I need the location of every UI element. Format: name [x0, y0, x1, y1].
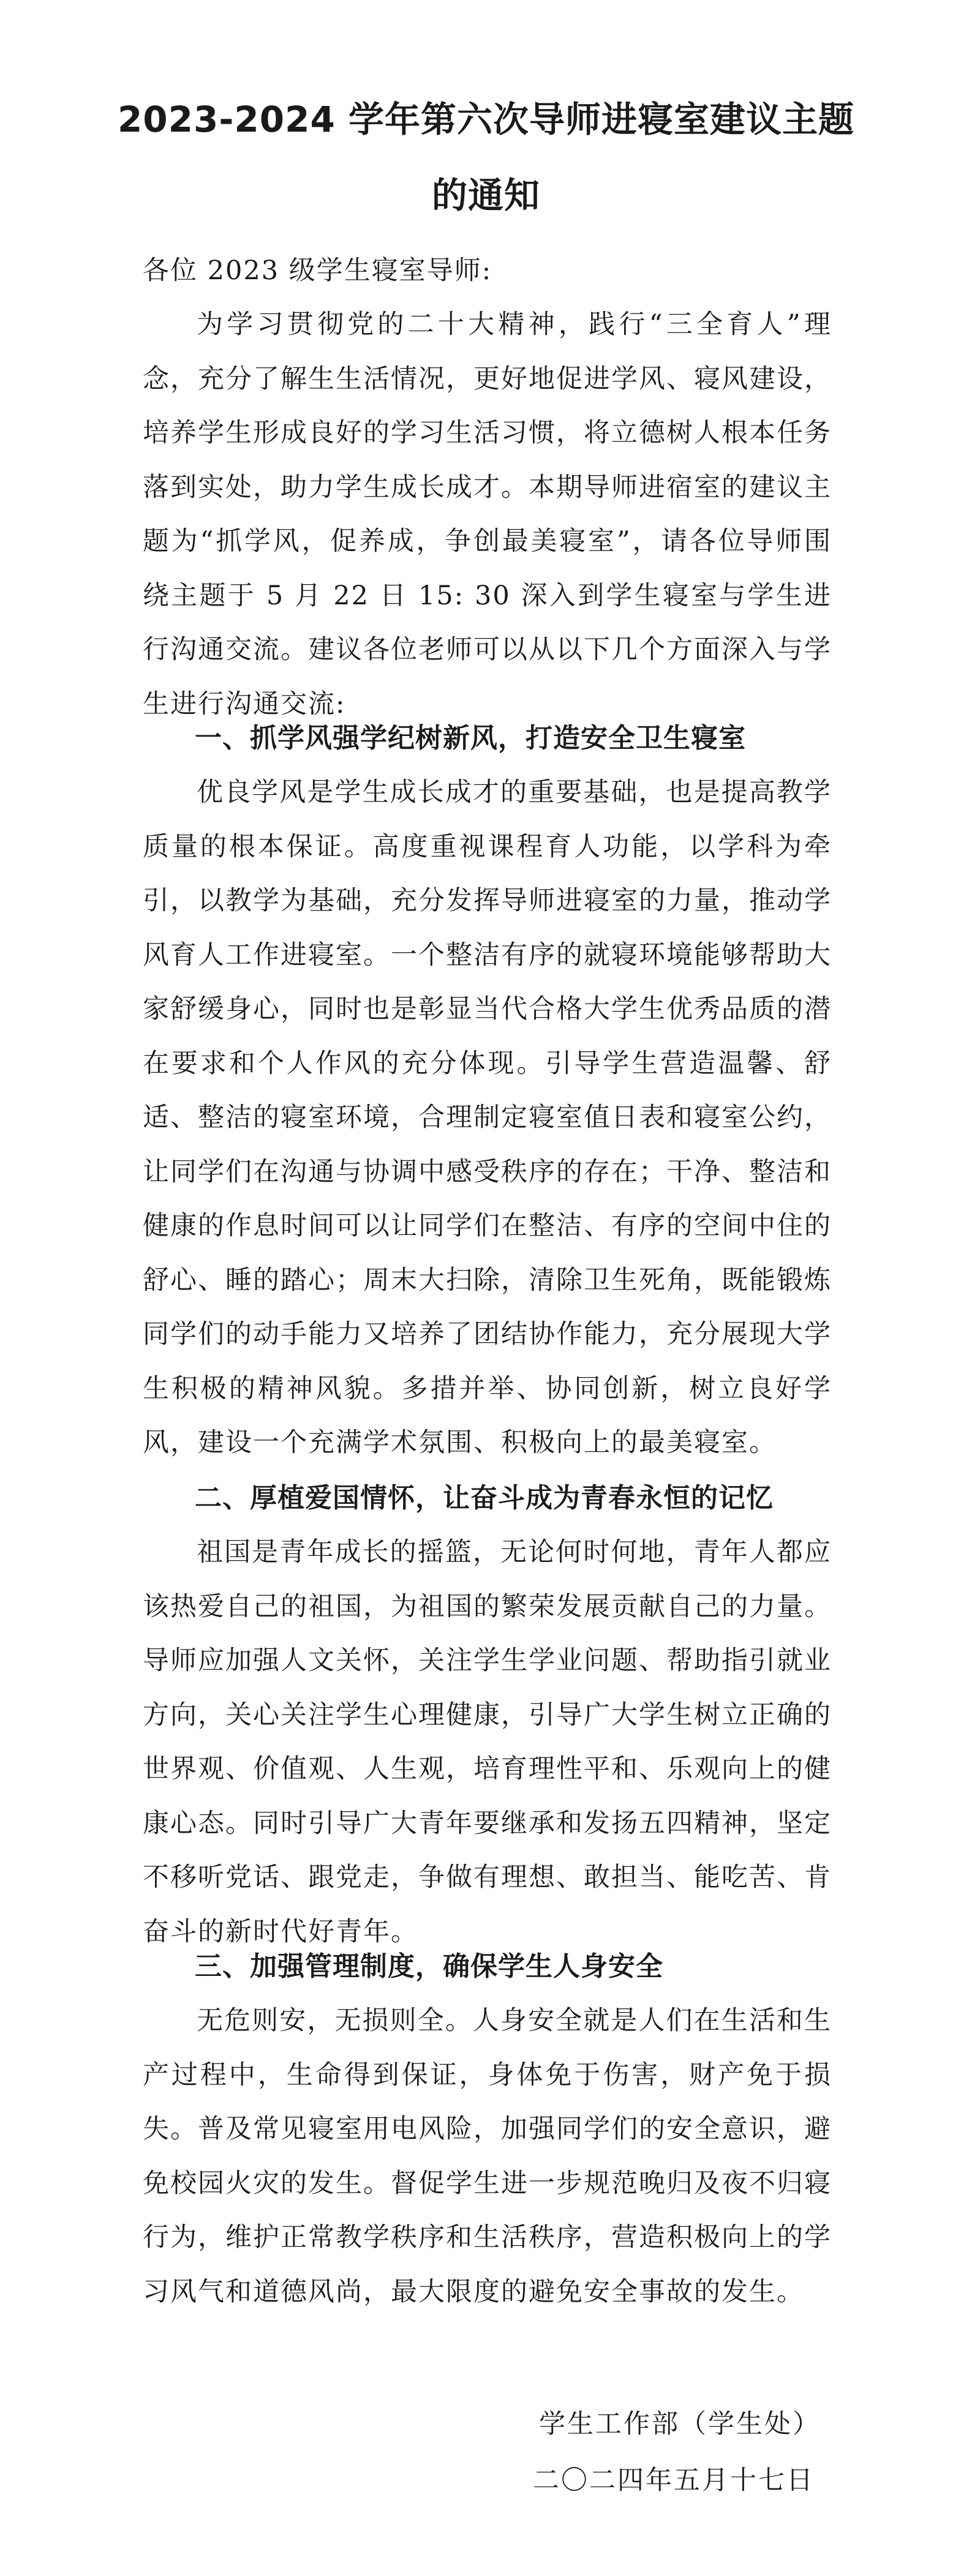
section-body-3: 无危则安，无损则全。人身安全就是人们在生活和生产过程中，生命得到保证，身体免于伤害，财产免于损失。普及常见寝室用电风险，加强同学们的安全意识，避免校园火灾的发生。督促学生进一步规范晚归及夜不归寝行为，维护正常教学秩序和生活秩序，营造积极向上的学习风气和道德风尚，最大限度的避免安全事故的发生。	[143, 2005, 832, 2307]
salutation: 各位 2023 级学生寝室导师:	[143, 255, 492, 286]
section-heading-2: 二、厚植爱国情怀，让奋斗成为青春永恒的记忆	[195, 1482, 774, 1514]
section-heading-3: 三、加强管理制度，确保学生人身安全	[195, 1951, 663, 1982]
section-body-2: 祖国是青年成长的摇篮，无论何时何地，青年人都应该热爱自己的祖国，为祖国的繁荣发展贡献自己的力量。导师应加强人文关怀，关注学生学业问题、帮助指引就业方向，关心关注学生心理健康，引导广大学生树立正确的世界观、价值观、人生观，培育理性平和、乐观向上的健康心态。同时引导广大青年要继承和发扬五四精神，坚定不移听党话、跟党走，争做有理想、敢担当、能吃苦、肯奋斗的新时代好青年。	[143, 1537, 832, 1947]
document-title-line-2: 的通知	[431, 175, 540, 216]
signature-department: 学生工作部（学生处）	[539, 2409, 821, 2439]
section-body-1: 优良学风是学生成长成才的重要基础，也是提高教学质量的根本保证。高度重视课程育人功能，以学科为牵引，以教学为基础，充分发挥导师进寝室的力量，推动学风育人工作进寝室。一个整洁有序的就寝环境能够帮助大家舒缓身心，同时也是彰显当代合格大学生优秀品质的潜在要求和个人作风的充分体现。引导学生营造温馨、舒适、整洁的寝室环境，合理制定寝室值日表和寝室公约，让同学们在沟通与协调中感受秩序的存在；干净、整洁和健康的作息时间可以让同学们在整洁、有序的空间中住的舒心、睡的踏心；周末大扫除，清除卫生死角，既能锻炼同学们的动手能力又培养了团结协作能力，充分展现大学生积极的精神风貌。多措并举、协同创新，树立良好学风，建设一个充满学术氛围、积极向上的最美寝室。	[143, 777, 832, 1458]
signature-date: 二〇二四年五月十七日	[533, 2465, 815, 2496]
intro-paragraph: 为学习贯彻党的二十大精神，践行“三全育人”理念，充分了解生生活情况，更好地促进学风、寝风建设，培养学生形成良好的学习生活习惯，将立德树人根本任务落到实处，助力学生成长成才。本期导师进宿室的建议主题为“抓学风，促养成，争创最美寝室”，请各位导师围绕主题于 5 月 22 日 15: 30 深入到学生寝室与学生进行沟通交流。建议各位老师可以从以下几个方面深入与学生进行沟通交流:	[143, 309, 832, 719]
document-title-line-1: 2023-2024 学年第六次导师进寝室建议主题	[117, 99, 855, 140]
section-heading-1: 一、抓学风强学纪树新风，打造安全卫生寝室	[195, 723, 746, 754]
